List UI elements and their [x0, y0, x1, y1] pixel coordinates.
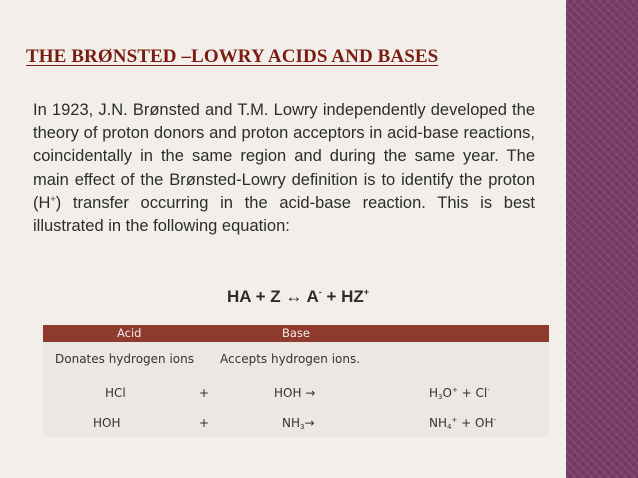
- acid-base-table: [43, 325, 549, 437]
- body-paragraph: [33, 99, 535, 238]
- equation-part-1: HA + Z: [226, 287, 286, 306]
- double-arrow-icon: ↔: [285, 287, 303, 306]
- header-base: Base: [282, 326, 311, 340]
- row3-product-sub: 4: [447, 423, 452, 431]
- row3-product-nh: NH: [429, 416, 447, 430]
- row2-product-cell: [429, 386, 490, 400]
- header-acid: Acid: [117, 326, 142, 340]
- table-header: [43, 325, 549, 342]
- row1-base-cell: Accepts hydrogen ions.: [220, 352, 361, 366]
- row3-product-sup2: -: [493, 416, 497, 424]
- slide-title: THE BRØNSTED –LOWRY ACIDS AND BASES: [26, 46, 439, 67]
- row3-product-sup1: +: [451, 416, 458, 424]
- row2-product-sup2: -: [487, 386, 490, 394]
- paragraph-superscript: +: [50, 193, 56, 204]
- row2-product-cl: + Cl: [457, 386, 488, 400]
- row3-base-nh: NH: [282, 416, 300, 430]
- equation-sup-2: +: [363, 287, 370, 297]
- equation-sup-1: -: [318, 287, 322, 297]
- row1-acid-cell: Donates hydrogen ions: [55, 352, 194, 366]
- row3-base-sub: 3: [300, 423, 305, 431]
- row3-plus-cell: +: [199, 416, 210, 430]
- paragraph-text-2: ) transfer occurring in the acid-base reaction. This is best illustrated in the following equation:: [33, 193, 535, 236]
- row3-product-oh: + OH: [457, 416, 494, 430]
- row3-acid-cell: HOH: [93, 416, 121, 430]
- equation: [0, 287, 566, 307]
- paragraph-text-1: In 1923, J.N. Brønsted and T.M. Lowry independently developed the theory of proton donors and proton acceptors in acid-base reactions, coincidentally in the same region and during the same year. The main effect of the Brønsted-Lowry definition is to identify the proton (H: [33, 101, 535, 212]
- row2-plus-cell: +: [199, 386, 210, 400]
- row2-base-cell: HOH →: [274, 386, 316, 400]
- row3-base-cell: [282, 416, 315, 430]
- row2-product-o: O: [442, 386, 452, 400]
- row3-product-cell: [429, 416, 496, 430]
- row2-product-h: H: [429, 386, 439, 400]
- row2-acid-cell: HCl: [105, 386, 126, 400]
- right-arrow-icon: →: [304, 416, 315, 430]
- row2-product-sup1: +: [451, 386, 458, 394]
- row2-product-sub: 3: [438, 393, 443, 401]
- equation-part-2: A: [302, 287, 319, 306]
- equation-part-3: + HZ: [321, 287, 364, 306]
- decorative-sidebar: [566, 0, 638, 478]
